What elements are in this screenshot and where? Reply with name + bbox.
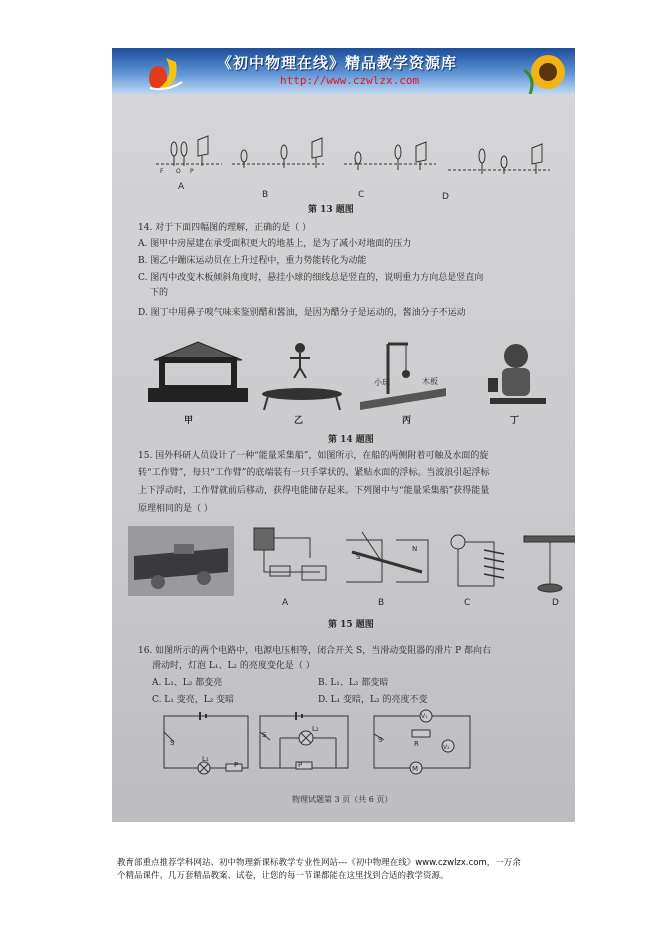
fig15-label-a: A <box>282 598 289 608</box>
q15-line3: 上下浮动时，工作臂就前后移动，获得电能储存起来。下列图中与“能量采集船”获得能量 <box>138 486 490 496</box>
circuit1-slider-label: P <box>234 761 239 769</box>
q16-option-a: A. L₁、L₂ 都变亮 <box>152 678 223 688</box>
fig14-board-label: 木板 <box>422 377 438 386</box>
fig14-label-jia: 甲 <box>184 416 194 426</box>
footer-line-2: 个精品课件、几万套精品教案、试卷，让您的每一节课都能在这里找到合适的教学资源。 <box>117 871 449 881</box>
fig15-a-generator-circuit <box>240 522 336 596</box>
q16-option-d: D. L₁ 变暗，L₂ 的亮度不变 <box>318 695 428 705</box>
exam-page-scan <box>112 94 575 822</box>
q15-line1: 15. 国外科研人员设计了一种“能量采集船”，如图所示，在船的两侧附着可触及水面的旋 <box>138 451 489 461</box>
circuit1-switch-label: S <box>170 739 175 747</box>
sunflower-icon <box>516 48 575 94</box>
fig13-label-c: C <box>358 190 365 200</box>
q15-line4: 原理相同的是（ ） <box>138 504 213 514</box>
circuit2-lamp-label: L₂ <box>312 725 319 733</box>
q14-option-b: B. 图乙中蹦床运动员在上升过程中，重力势能转化为动能 <box>138 256 367 266</box>
fig13-axis-f: F <box>160 168 164 175</box>
q16-line2: 滑动时，灯泡 L₁、L₂ 的亮度变化是（ ） <box>152 661 315 671</box>
fig15-c-electromagnet <box>438 522 518 596</box>
circuit3-voltmeter-v2: V₂ <box>443 744 450 751</box>
circuit3-resistor-label: R <box>414 740 419 748</box>
q16-option-b: B. L₁、L₂ 都变暗 <box>318 678 389 688</box>
fig13-label-b: B <box>262 190 269 200</box>
circuit-diagram-2 <box>256 712 352 776</box>
fig13-label-a: A <box>178 182 185 192</box>
banner-title: 《初中物理在线》精品教学资源库 <box>217 54 458 72</box>
banner-url[interactable]: http://www.czwlzx.com <box>280 74 420 87</box>
fig14-label-bing: 丙 <box>402 416 412 426</box>
fig14-smelling-image <box>476 338 556 414</box>
fig15-boat-photo <box>128 526 234 596</box>
fig13-caption: 第 13 题图 <box>308 205 354 215</box>
fig15-d-current-wire <box>520 522 575 598</box>
site-logo <box>136 48 196 94</box>
fig13-axis-p: P <box>190 168 194 175</box>
fig15-label-d: D <box>552 598 559 608</box>
fig14-label-ding: 丁 <box>510 416 520 426</box>
page-footer-number: 物理试题第 3 页（共 6 页） <box>292 795 393 804</box>
q16-option-c: C. L₁ 变亮，L₂ 变暗 <box>152 695 235 705</box>
fig14-trampoline-image <box>258 338 348 414</box>
circuit3-switch-label: S <box>378 736 383 744</box>
fig13-axis-o: O <box>176 168 181 175</box>
fig14-house-image <box>148 338 248 414</box>
circuit3-motor-label: M <box>412 765 419 773</box>
fig14-ball-label: 小球 <box>374 378 390 387</box>
site-banner <box>112 48 575 94</box>
q14-option-c-line1: C. 图丙中改变木板倾斜角度时，悬挂小球的细线总是竖直的，说明重力方向总是竖直向 <box>138 273 484 283</box>
q14-option-c-line2: 下的 <box>150 288 169 298</box>
fig14-label-yi: 乙 <box>294 416 304 426</box>
q14-option-a: A. 图甲中房屋建在承受面积更大的地基上，是为了减小对地面的压力 <box>138 239 412 249</box>
q16-line1: 16. 如图所示的两个电路中，电源电压相等，闭合开关 S，当滑动变阻器的滑片 P 都向右 <box>138 646 491 656</box>
q15-line2: 转“工作臂”，每只“工作臂”的底端装有一只手掌状的、紧贴水面的浮标。当波浪引起浮标 <box>138 468 490 478</box>
fig15-magnet-n: N <box>412 545 418 553</box>
fig15-label-c: C <box>464 598 471 608</box>
fig15-caption: 第 15 题图 <box>328 620 374 630</box>
footer-line-1: 教育部重点推荐学科网站、初中物理新课标教学专业性网站---《初中物理在线》www.czwlzx.com，一万余 <box>117 858 521 868</box>
site-footer <box>117 857 587 883</box>
fig14-caption: 第 14 题图 <box>328 435 374 445</box>
circuit2-slider-label: P <box>298 761 303 769</box>
circuit1-lamp-label: L₁ <box>202 755 209 763</box>
fig13-label-d: D <box>442 192 449 202</box>
circuit3-voltmeter-v1: V₁ <box>421 713 428 720</box>
fig15-magnet-s: S <box>356 553 361 561</box>
fig15-label-b: B <box>378 598 385 608</box>
circuit2-switch-label: S <box>262 731 267 739</box>
q14-option-d: D. 图丁中用鼻子嗅气味来鉴别醋和酱油，是因为醋分子是运动的，酱油分子不运动 <box>138 308 466 318</box>
q14-stem: 14. 对于下面四幅图的理解，正确的是（ ） <box>138 223 312 233</box>
